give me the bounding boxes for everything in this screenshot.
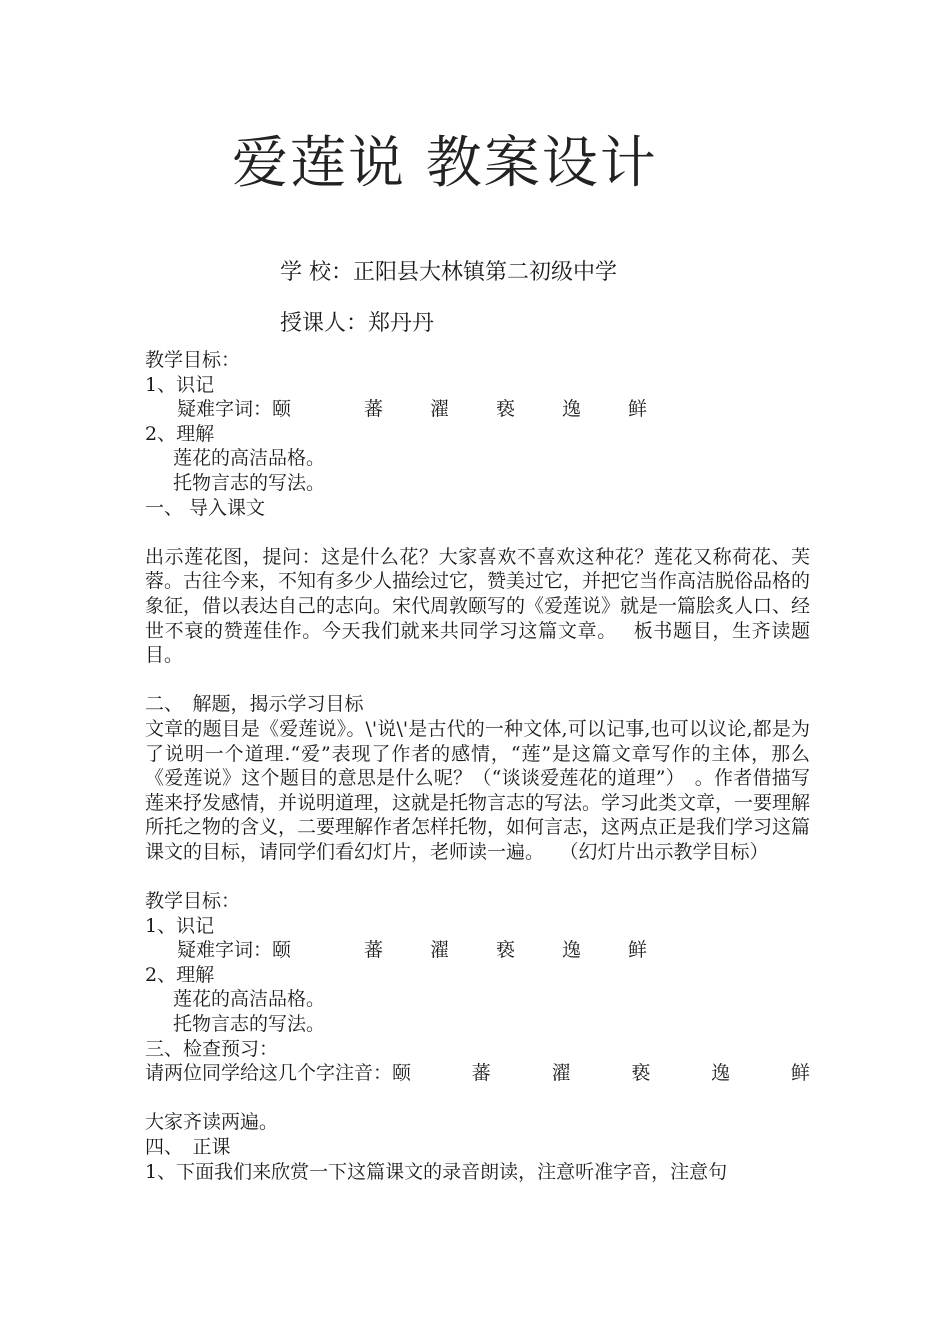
word: 亵 [496, 398, 516, 421]
word: 濯 [430, 398, 450, 421]
document-body [145, 348, 810, 1184]
word: 鲜 [790, 1062, 810, 1085]
understand-point: 托物言志的写法。 [173, 1013, 326, 1036]
section-heading: 二、 解题，揭示学习目标 [145, 693, 364, 716]
understand-point: 托物言志的写法。 [173, 471, 326, 494]
word: 濯 [551, 1062, 571, 1085]
section-paragraph: 1、下面我们来欣赏一下这篇课文的录音朗读，注意听准字音，注意句 [145, 1160, 728, 1183]
goal-item-understand: 2、理解 [145, 963, 215, 986]
difficult-words-label: 疑难字词： [177, 398, 273, 421]
word: 鲜 [628, 939, 648, 962]
word: 亵 [631, 1062, 651, 1085]
goal-item-understand: 2、理解 [145, 422, 215, 445]
difficult-words-label: 疑难字词： [177, 939, 273, 962]
pronunciation-prompt: 请两位同学给这几个字注音：颐 [145, 1062, 412, 1085]
section-paragraph: 出示莲花图，提问：这是什么花？大家喜欢不喜欢这种花？莲花又称荷花、芙蓉。古往今来，不知有多少人描绘过它，赞美过它，并把它当作高洁脱俗品格的象征，借以表达自己的志向。宋代周敦颐写的《爱莲说》就是一篇脍炙人口、经世不衰的赞莲佳作。今天我们就来共同学习这篇文章。 板书题目，生齐读题目。 [145, 545, 811, 667]
goal-item-memorize: 1、识记 [145, 373, 215, 396]
word: 蕃 [471, 1062, 491, 1085]
word: 逸 [562, 398, 582, 421]
difficult-words-line [145, 397, 810, 422]
word: 逸 [711, 1062, 731, 1085]
school-line: 学 校：正阳县大林镇第二初级中学 [280, 260, 617, 285]
word: 濯 [430, 939, 450, 962]
goals-heading: 教学目标： [145, 890, 241, 913]
difficult-words-list [272, 938, 694, 963]
section-heading: 一、 导入课文 [145, 496, 266, 519]
word: 颐 [272, 398, 292, 421]
word: 颐 [272, 939, 292, 962]
teacher-line: 授课人：郑丹丹 [280, 311, 435, 336]
section-heading: 三、检查预习： [145, 1037, 279, 1060]
section-heading: 四、 正课 [145, 1136, 231, 1158]
goals-heading: 教学目标： [145, 349, 241, 371]
difficult-words-list [272, 397, 694, 422]
word: 逸 [562, 939, 582, 962]
word: 鲜 [628, 398, 648, 421]
word: 亵 [496, 939, 516, 962]
pronunciation-check-row [145, 1061, 810, 1086]
understand-point: 莲花的高洁品格。 [173, 988, 326, 1011]
word: 蕃 [364, 939, 384, 962]
document-title: 爱莲说 教案设计 [232, 131, 658, 196]
word: 蕃 [364, 398, 384, 421]
goal-item-memorize: 1、识记 [145, 914, 215, 937]
difficult-words-line [145, 938, 810, 963]
understand-point: 莲花的高洁品格。 [173, 447, 326, 470]
section-paragraph: 文章的题目是《爱莲说》。\'说\'是古代的一种文体,可以记事,也可以议论,都是为了说明一个道理.“爱”表现了作者的感情，“莲”是这篇文章写作的主体，那么《爱莲说》这个题目的意思是什么呢？（“谈谈爱莲花的道理”） 。作者借描写莲来抒发感情，并说明道理，这就是托物言志的写法。学习此类文章，一要理解所托之物的含义，二要理解作者怎样托物，如何言志，这两点正是我们学习这篇课文的目标，请同学们看幻灯片，老师读一遍。 （幻灯片出示教学目标） [145, 717, 811, 863]
read-aloud-instruction: 大家齐读两遍。 [145, 1111, 279, 1134]
